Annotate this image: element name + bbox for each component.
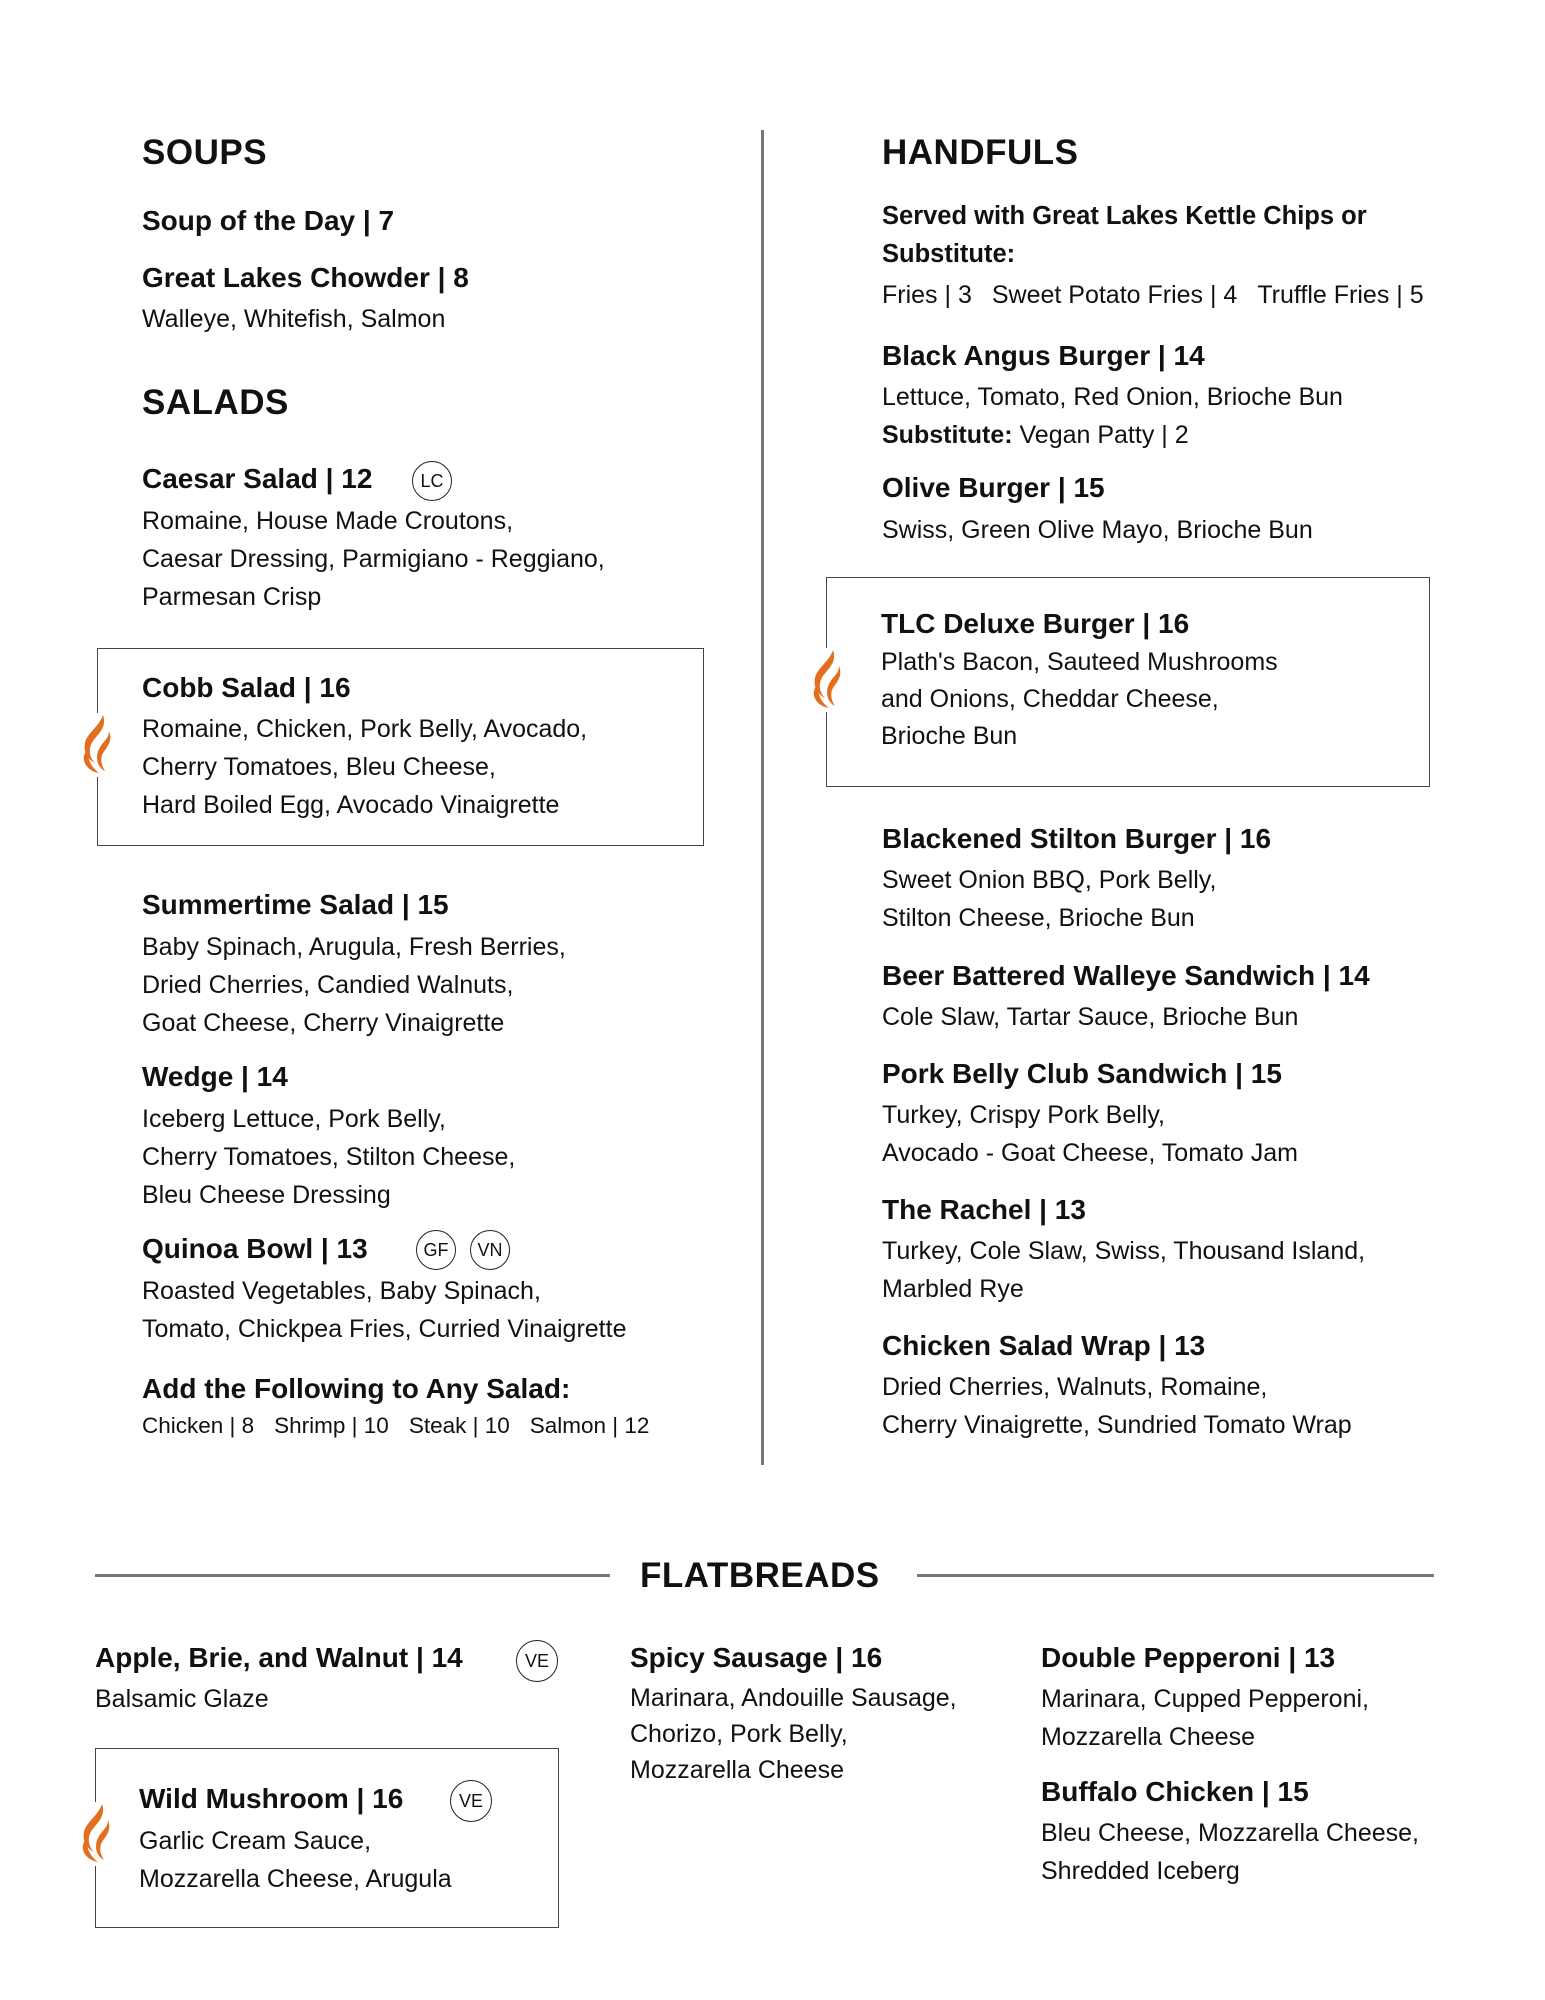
menu-item-title: Blackened Stilton Burger | 16 — [882, 823, 1272, 854]
addon-shrimp: Shrimp | 10 — [274, 1413, 389, 1438]
menu-item-title: Beer Battered Walleye Sandwich | 14 — [882, 960, 1370, 991]
menu-item-title: Soup of the Day | 7 — [142, 205, 395, 236]
side-options — [882, 276, 1424, 314]
menu-item-description: Marinara, Andouille Sausage, Chorizo, Pork Belly, Mozzarella Cheese — [630, 1684, 957, 1784]
addon-steak: Steak | 10 — [408, 1413, 510, 1438]
addon-salmon: Salmon | 12 — [529, 1413, 650, 1438]
menu-item-description: Turkey, Crispy Pork Belly, Avocado - Goat Cheese, Tomato Jam — [882, 1101, 1298, 1167]
served-with-line: Served with Great Lakes Kettle Chips or — [882, 202, 1367, 230]
menu-item-title: Great Lakes Chowder | 8 — [142, 262, 469, 293]
flame-icon-svg — [72, 1802, 118, 1866]
flatbreads-rule-left — [95, 1574, 610, 1577]
menu-item-title: Pork Belly Club Sandwich | 15 — [882, 1058, 1282, 1089]
menu-item-description: Dried Cherries, Walnuts, Romaine, Cherry Vinaigrette, Sundried Tomato Wrap — [882, 1373, 1352, 1439]
soups-heading: SOUPS — [142, 133, 268, 172]
menu-item-title: Cobb Salad | 16 — [142, 672, 351, 703]
addon-chicken: Chicken | 8 — [142, 1413, 255, 1438]
menu-item-description: Balsamic Glaze — [95, 1685, 269, 1713]
dietary-badge-gf: GF — [416, 1230, 456, 1270]
flame-icon — [72, 1802, 118, 1866]
menu-item-title: Summertime Salad | 15 — [142, 889, 449, 920]
salads-heading: SALADS — [142, 383, 289, 422]
menu-item-description: Romaine, Chicken, Pork Belly, Avocado, Cherry Tomatoes, Bleu Cheese, Hard Boiled Egg, Avocado Vinaigrette — [142, 715, 588, 819]
menu-item-title: Wedge | 14 — [142, 1061, 288, 1092]
menu-item-description: Turkey, Cole Slaw, Swiss, Thousand Island, Marbled Rye — [882, 1237, 1366, 1303]
flame-icon-svg — [803, 648, 849, 712]
menu-item-title: Chicken Salad Wrap | 13 — [882, 1330, 1206, 1361]
menu-item-description: Iceberg Lettuce, Pork Belly, Cherry Tomatoes, Stilton Cheese, Bleu Cheese Dressing — [142, 1105, 516, 1209]
flame-icon-svg — [73, 713, 119, 777]
dietary-badge-vn: VN — [470, 1230, 510, 1270]
menu-item-description: Romaine, House Made Croutons, Caesar Dressing, Parmigiano - Reggiano, Parmesan Crisp — [142, 507, 605, 611]
menu-item-title: TLC Deluxe Burger | 16 — [881, 608, 1190, 639]
menu-item-title: Caesar Salad | 12 — [142, 463, 373, 494]
menu-item-description: Baby Spinach, Arugula, Fresh Berries, Dried Cherries, Candied Walnuts, Goat Cheese, Cherry Vinaigrette — [142, 933, 566, 1037]
side-sweet-potato-fries: Sweet Potato Fries | 4 — [991, 281, 1238, 309]
menu-item-title: Quinoa Bowl | 13 — [142, 1233, 368, 1264]
menu-item-title: Apple, Brie, and Walnut | 14 — [95, 1642, 463, 1673]
dietary-badge-lc: LC — [412, 461, 452, 501]
menu-item-description: Roasted Vegetables, Baby Spinach, Tomato, Chickpea Fries, Curried Vinaigrette — [142, 1277, 627, 1343]
menu-item-description: Plath's Bacon, Sauteed Mushrooms and Onions, Cheddar Cheese, Brioche Bun — [881, 648, 1278, 750]
side-truffle-fries: Truffle Fries | 5 — [1257, 281, 1424, 309]
menu-item-description: Garlic Cream Sauce, Mozzarella Cheese, Arugula — [139, 1827, 452, 1893]
handfuls-heading: HANDFULS — [882, 133, 1079, 172]
column-divider — [761, 130, 764, 1465]
menu-item-title: Spicy Sausage | 16 — [630, 1642, 883, 1673]
flatbreads-heading: FLATBREADS — [640, 1556, 880, 1595]
menu-item-description: Marinara, Cupped Pepperoni, Mozzarella Cheese — [1041, 1685, 1369, 1751]
salad-addons-list — [142, 1413, 649, 1439]
menu-item-title: Olive Burger | 15 — [882, 472, 1105, 503]
dietary-badge-ve: VE — [450, 1780, 492, 1822]
menu-item-description: Cole Slaw, Tartar Sauce, Brioche Bun — [882, 1003, 1299, 1031]
menu-item-description: Swiss, Green Olive Mayo, Brioche Bun — [882, 516, 1313, 544]
menu-item-description: Walleye, Whitefish, Salmon — [142, 305, 446, 333]
salad-addons-title: Add the Following to Any Salad: — [142, 1373, 571, 1404]
side-fries: Fries | 3 — [882, 281, 972, 309]
flame-icon — [73, 713, 119, 777]
menu-item-title: Buffalo Chicken | 15 — [1041, 1776, 1309, 1807]
menu-item-title: Wild Mushroom | 16 — [139, 1783, 404, 1814]
menu-item-description: Lettuce, Tomato, Red Onion, Brioche Bun Substitute: Vegan Patty | 2 — [882, 383, 1343, 449]
flatbreads-rule-right — [917, 1574, 1434, 1577]
menu-item-description: Bleu Cheese, Mozzarella Cheese, Shredded Iceberg — [1041, 1819, 1419, 1885]
served-with-substitute: Substitute: — [882, 240, 1016, 268]
menu-item-title: Black Angus Burger | 14 — [882, 340, 1205, 371]
flame-icon — [803, 648, 849, 712]
menu-item-title: Double Pepperoni | 13 — [1041, 1642, 1336, 1673]
dietary-badge-ve: VE — [516, 1640, 558, 1682]
menu-item-title: The Rachel | 13 — [882, 1194, 1086, 1225]
menu-item-description: Sweet Onion BBQ, Pork Belly, Stilton Cheese, Brioche Bun — [882, 866, 1217, 932]
